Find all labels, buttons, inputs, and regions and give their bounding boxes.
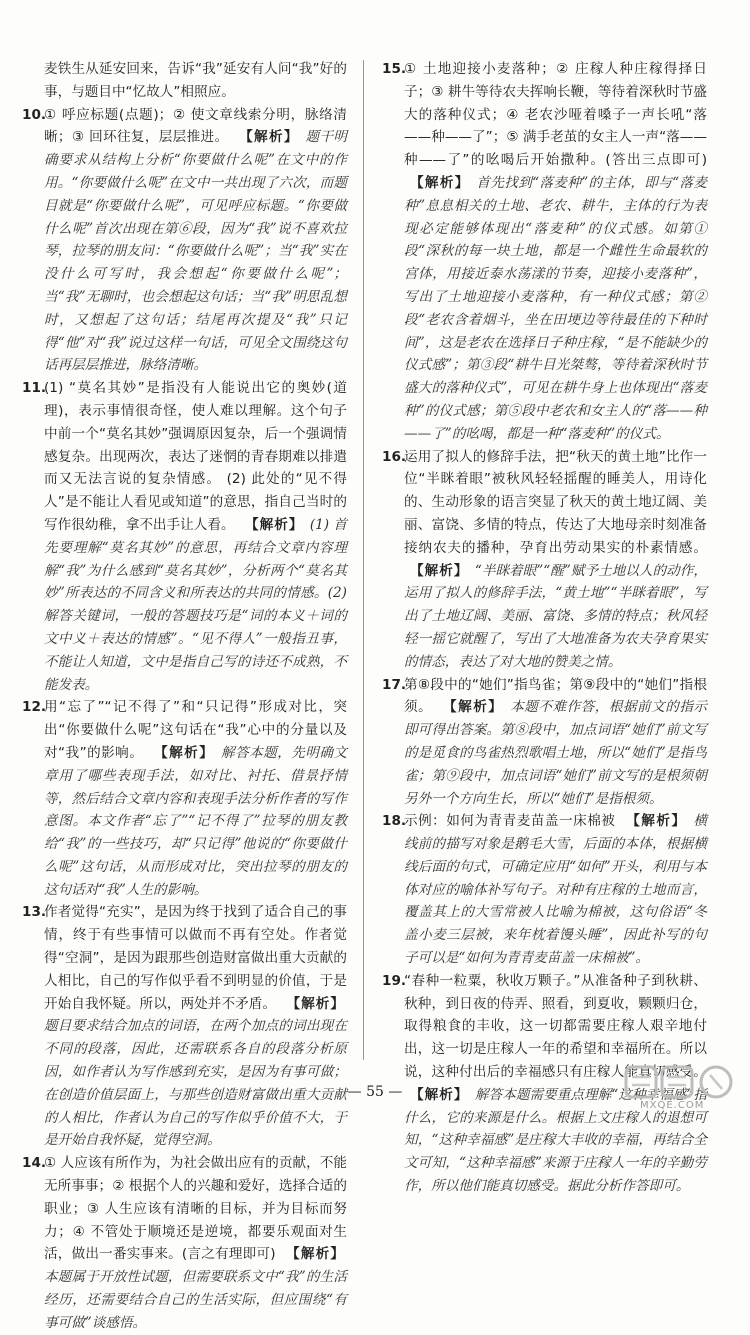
item-number: 18. bbox=[382, 813, 407, 830]
answer-item-18 bbox=[382, 810, 707, 970]
answer-text: (1) “莫名其妙”是指没有人能说出它的奥妙(道理)，表示事情很奇怪，使人难以理解。这个句子中前一个“莫名其妙”强调原因复杂，后一个强调情感复杂。出现两次，表达了迷惘的青春期难以排遣而又无法言说的复杂情感。 (2) 此处的“见不得人”是不能让人看见或知道”的意思，指自己当时的写作很幼稚，拿不出手让人看。 bbox=[44, 380, 347, 533]
analysis-tag: 【解析】 bbox=[410, 174, 470, 191]
analysis-tag: 【解析】 bbox=[245, 516, 304, 533]
analysis-tag: 【解析】 bbox=[286, 995, 346, 1012]
answer-text: ① 呼应标题(点题)；② 使文章线索分明，脉络清晰；③ 回环往复，层层推进。 bbox=[44, 106, 347, 146]
right-column bbox=[382, 58, 707, 1198]
analysis-text: 首先找到“落麦种”的主体，即与“落麦种”息息相关的土地、老农、耕牛，主体的行为表现必定能够体现出“落麦种”的仪式感。如第①段“深秋的每一块土地，都是一个雌性生命最软的宫体，用接近泰水荡漾的节奏，迎接小麦落种”，写出了土地迎接小麦落种，有一种仪式感；第②段“老农含着烟斗，坐在田埂边等待最佳的下种时间”，这是老农在选择日子种庄稼，“是不能缺少的仪式感”；第③段“耕牛目光桀骜，等待着深秋时节盛大的落种仪式”，可见在耕牛身上也体现出“落麦种”的仪式感；第⑤段中老农和女主人的“落——种——了”的吆喝，都是一种“落麦种”的仪式。 bbox=[404, 174, 707, 442]
item-number: 15. bbox=[382, 61, 407, 77]
answer-item-16 bbox=[382, 446, 707, 674]
analysis-text: 解答本题，先明确文章用了哪些表现手法，如对比、衬托、借景抒情等，然后结合文章内容和表现手法分析作者的写作意图。本文作者“忘了”“记不得了”拉琴的朋友教给“我”的一些技巧，却“只记得”他说的“你要做什么呢”这句话，从而形成对比，突出拉琴的朋友的这句话对“我”人生的影响。 bbox=[44, 744, 347, 898]
analysis-tag: 【解析】 bbox=[154, 744, 215, 761]
answer-item-12 bbox=[22, 696, 347, 901]
watermark-text: MXQE.COM bbox=[640, 1100, 705, 1111]
analysis-text: (1) 首先要理解“莫名其妙”的意思，再结合文章内容理解“我”为什么感到“莫名其妙”，分析两个“莫名其妙”所表达的不同含义和所表达的共同的情感。(2) 解答关键词，一般的答题技巧是“词的本义＋词的文中义＋表达的情感”。“见不得人”一般指丑事，不能让人知道，文中是指自己写的诗还不成熟，不能发表。 bbox=[44, 516, 348, 693]
answer-text: 作者觉得“充实”，是因为终于找到了适合自己的事情，终于有些事情可以做而不再有空处。作者觉得“空洞”，是因为跟那些创造财富做出重大贡献的人相比，自己的写作似乎看不到明显的价值，于是开始自我怀疑。所以，两处并不矛盾。 bbox=[44, 904, 347, 1012]
analysis-tag: 【解析】 bbox=[410, 562, 469, 579]
answer-text: 第⑧段中的“她们”指鸟雀；第⑨段中的“她们”指根须。 bbox=[404, 676, 707, 716]
item-number: 11. bbox=[22, 380, 47, 397]
item-number: 13. bbox=[22, 904, 47, 921]
analysis-tag: 【解析】 bbox=[239, 129, 299, 146]
analysis-tag: 【解析】 bbox=[286, 1246, 346, 1263]
answer-item-13 bbox=[22, 901, 347, 1152]
continuation-text: 麦铁生从延安回来，告诉“我”延安有人问“我”好的事，与题目中“忆故人”相照应。 bbox=[44, 61, 347, 100]
item-number: 19. bbox=[382, 972, 407, 989]
analysis-tag: 【解析】 bbox=[626, 813, 687, 830]
column-divider bbox=[363, 60, 364, 1060]
answer-item-14 bbox=[22, 1152, 347, 1334]
analysis-tag: 【解析】 bbox=[410, 1086, 469, 1103]
page-number: — 55 — bbox=[347, 1084, 403, 1100]
item-number: 14. bbox=[22, 1155, 47, 1172]
analysis-tag: 【解析】 bbox=[443, 699, 504, 716]
analysis-text: “半眯着眼”“醒”赋予土地以人的动作，运用了拟人的修辞手法，“黄土地”“半眯着眼”，写出了土地辽阔、美丽、富饶、多情的特点；秋风轻轻一摇它就醒了，写出了大地准备为农夫孕育果实的情态，表达了对大地的赞美之情。 bbox=[404, 562, 708, 670]
answer-text: “春种一粒粟，秋收万颗子。”从准备种子到秋耕、秋种，到日夜的侍弄、照看，到夏收，颗颗归仓，取得粮食的丰收，这一切都需要庄稼人艰辛地付出，这一切是庄稼人一年的希望和幸福所在。所以说，这种付出后的幸福感只有庄稼人能真切感受。 bbox=[404, 972, 707, 1081]
answer-text: ① 土地迎接小麦落种；② 庄稼人种庄稼得择日子；③ 耕牛等待农夫挥响长鞭，等待着深秋时节盛大的落种仪式；④ 老农沙哑着嗓子一声长吼“落——种——了”；⑤ 满手老茧的女主人一声“落——种——了”的吆喝后开始撒种。(答出三点即可) bbox=[404, 61, 707, 169]
answer-text: 示例：如何为青青麦苗盖一床棉被 bbox=[404, 813, 616, 830]
analysis-text: 解答本题需要重点理解“这种幸福感”指什么，它的来源是什么。根据上文庄稼人的退想可知，“这种幸福感”是庄稼大丰收的幸福，再结合全文可知，“这种幸福感”来源于庄稼人一年的辛勤劳作，所以他们能真切感受。据此分析作答即可。 bbox=[404, 1086, 708, 1195]
answer-text: 运用了拟人的修辞手法，把“秋天的黄土地”比作一位“半眯着眼”被秋风轻轻摇醒的睡美人，用诗化的、生动形象的语言突显了秋天的黄土地辽阔、美丽、富饶、多情的特点，传达了大地母亲时刻准备接纳农夫的播种，孕育出劳动果实的朴素情感。 bbox=[404, 448, 707, 556]
analysis-text: 横线前的描写对象是鹅毛大雪，后面的本体，根据横线后面的句式，可确定应用“如何”开头，利用与本体对应的喻体补写句子。对种有庄稼的土地而言，覆盖其上的大雪常被人比喻为棉被，这句俗语“冬盖小麦三层被，来年枕着馒头睡”，因此补写的句子可以是“如何为青青麦苗盖一床棉被”。 bbox=[404, 813, 708, 967]
item-number: 12. bbox=[22, 699, 47, 716]
analysis-text: 题目要求结合加点的词语，在两个加点的词出现在不同的段落，因此，还需联系各自的段落分析原因，如作者认为写作感到充实，是因为有事可做；在创造价值层面上，与那些创造财富做出重大贡献的人相比，作者认为自己的写作似乎价值不大，于是开始自我怀疑，觉得空洞。 bbox=[44, 1018, 347, 1149]
analysis-text: 题干明确要求从结构上分析“你要做什么呢”在文中的作用。“你要做什么呢”在文中一共出现了六次，而题目就是“你要做什么呢”，可见呼应标题。“你要做什么呢”首次出现在第⑥段，因为“我”说不喜欢拉琴，拉琴的朋友问：“你要做什么呢”；当“我”实在没什么可写时，我会想起“你要做什么呢”；当“我”无聊时，也会想起这句话；当“我”明思乱想时，又想起了这句话；结尾再次提及“我”只记得“他”对“我”说过这样一句话，可见全文围绕这句话再层层推进，脉络清晰。 bbox=[44, 129, 347, 374]
answer-text: 用“忘了”“记不得了”和“只记得”形成对比，突出“你要做什么呢”这句话在“我”心中的分量以及对“我”的影响。 bbox=[44, 699, 347, 761]
item-number: 17. bbox=[382, 676, 407, 693]
answer-item-10 bbox=[22, 104, 347, 378]
item-number: 16. bbox=[382, 448, 407, 465]
item-number: 10. bbox=[22, 106, 47, 123]
left-column bbox=[22, 58, 347, 1335]
analysis-text: 本题不难作答，根据前文的指示即可得出答案。第⑧段中，加点词语“她们”前文写的是觅食的鸟雀热烈歌唱土地，所以“她们”是指鸟雀；第⑨段中，加点词语“她们”前文写的是根须朝另外一个方向生长，所以“她们”是指根须。 bbox=[404, 699, 708, 807]
answer-item-11 bbox=[22, 377, 347, 696]
answer-text: ① 人应该有所作为，为社会做出应有的贡献，不能无所事事；② 根据个人的兴趣和爱好，选择合适的职业；③ 人生应该有清晰的目标，并为目标而努力；④ 不管处于顺境还是逆境，都要乐观面对生活，做出一番实事来。(言之有理即可) bbox=[44, 1155, 347, 1263]
answer-item-17 bbox=[382, 674, 707, 811]
analysis-text: 本题属于开放性试题，但需要联系文中“我”的生活经历，还需要结合自己的生活实际，但应围绕“有事可做”谈感悟。 bbox=[44, 1269, 347, 1331]
answer-item-15 bbox=[382, 58, 707, 446]
